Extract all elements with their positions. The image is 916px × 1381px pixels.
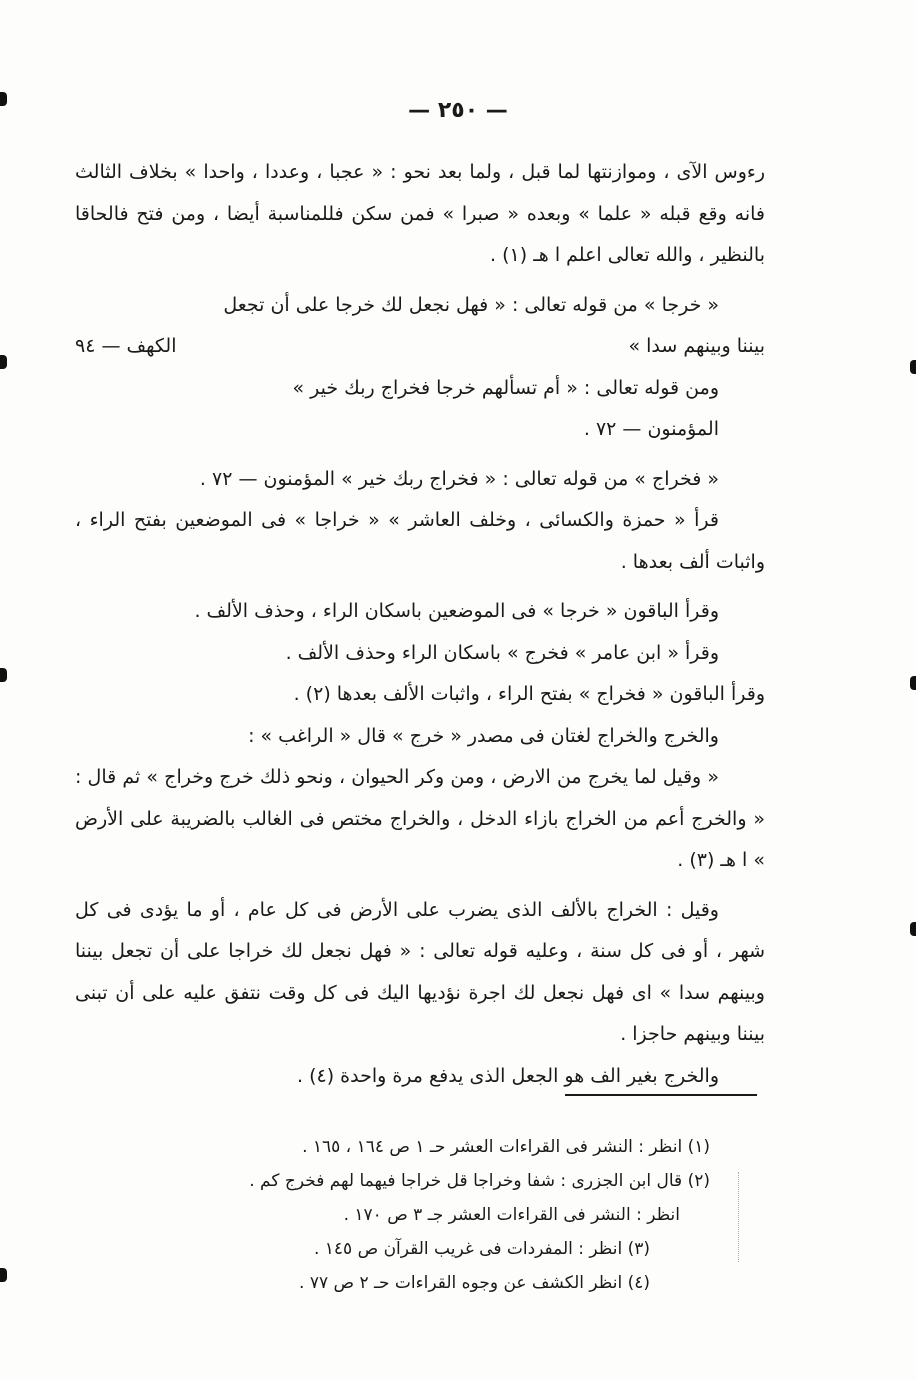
paragraph: والخرج والخراج لغتان فى مصدر « خرج » قال « الراغب » : — [248, 724, 719, 747]
footnotes — [100, 1130, 710, 1300]
paragraph: « وقيل لما يخرج من الارض ، ومن وكر الحيوان ، ونحو ذلك خرج وخراج » ثم قال : « والخرج أعم من الخراج بازاء الدخل ، والخراج مختص فى الغالب بالضريبة على الأرض » ا هـ (٣) . — [75, 766, 765, 871]
paragraph: رءوس الآى ، وموازنتها لما قبل ، ولما بعد نحو : « عجبا ، وعددا ، واحدا » بخلاف الثالث فانه وقع قبله « علما » وبعده « صبرا » فمن سكن فللمناسبة أيضا ، ومن فتح فالحاقا بالنظير ، والله تعالى اعلم ا هـ (١) . — [75, 161, 765, 266]
verse-text: بيننا وبينهم سدا » — [628, 335, 765, 357]
binding-mark — [910, 676, 916, 690]
paragraph: « خرجا » من قوله تعالى : « فهل نجعل لك خرجا على أن تجعل — [223, 293, 719, 316]
paragraph: « فخراج » من قوله تعالى : « فخراج ربك خير » المؤمنون — ٧٢ . — [199, 467, 719, 490]
footnote: (٢) قال ابن الجزرى : شفا وخراجا قل خراجا فيهما لهم فخرج كم . — [249, 1171, 710, 1191]
main-text — [75, 152, 765, 1097]
binding-mark — [0, 668, 7, 682]
paragraph: وقيل : الخراج بالألف الذى يضرب على الأرض فى كل عام ، أو ما يؤدى فى كل شهر ، أو فى كل سنة ، وعليه قوله تعالى : « فهل نجعل لك خراجا على أن تجعل بيننا وبينهم سدا » اى فهل نجعل لك اجرة نؤديها اليك فى كل وقت نتفق عليه على أن تبنى بيننا وبينهم حاجزا . — [75, 898, 765, 1045]
verse-reference: الكهف — ٩٤ — [75, 335, 177, 357]
paragraph: وقرأ الباقون « فخراج » بفتح الراء ، واثبات الألف بعدها (٢) . — [293, 683, 765, 705]
verse-line — [75, 326, 765, 368]
binding-mark — [910, 922, 916, 936]
page-number: — ٢٥٠ — — [408, 98, 508, 123]
verse-reference: المؤمنون — ٧٢ . — [583, 418, 719, 440]
paragraph: قرأ « حمزة والكسائى ، وخلف العاشر » « خراجا » فى الموضعين بفتح الراء ، واثبات ألف بعدها . — [75, 509, 765, 573]
paragraph: وقرأ الباقون « خرجا » فى الموضعين باسكان الراء ، وحذف الألف . — [194, 600, 719, 622]
footnote: (٤) انظر الكشف عن وجوه القراءات حـ ٢ ص ٧٧ . — [299, 1273, 650, 1293]
margin-annotation — [738, 1172, 761, 1262]
footnote: (٣) انظر : المفردات فى غريب القرآن ص ١٤٥ . — [313, 1239, 650, 1259]
paragraph: وقرأ « ابن عامر » فخرج » باسكان الراء وحذف الألف . — [285, 641, 719, 664]
footnote: (١) انظر : النشر فى القراءات العشر حـ ١ ص ١٦٤ ، ١٦٥ . — [302, 1137, 710, 1157]
footnote-separator — [565, 1094, 757, 1096]
paragraph: ومن قوله تعالى : « أم تسألهم خرجا فخراج ربك خير » — [292, 376, 719, 399]
paragraph: والخرج بغير الف هو الجعل الذى يدفع مرة واحدة (٤) . — [297, 1064, 719, 1087]
binding-mark — [910, 360, 916, 374]
footnote: انظر : النشر فى القراءات العشر جـ ٣ ص ١٧٠ . — [343, 1205, 680, 1225]
binding-mark — [0, 355, 7, 369]
binding-mark — [0, 1268, 7, 1282]
